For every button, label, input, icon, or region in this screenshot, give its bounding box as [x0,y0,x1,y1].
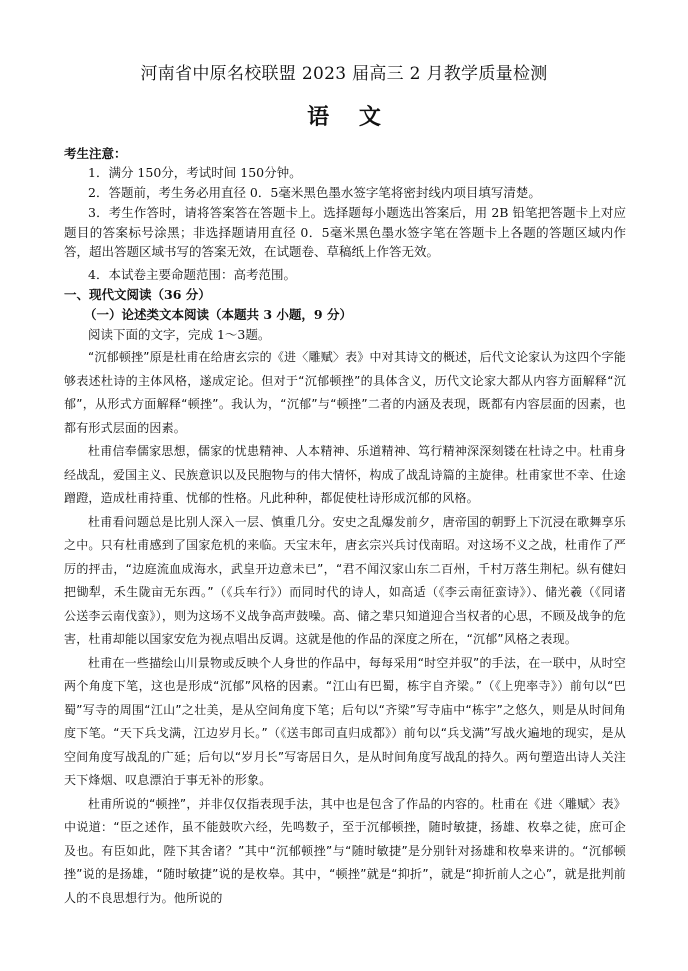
exam-title: 河南省中原名校联盟 2023 届高三 2 月教学质量检测 [140,64,548,84]
notice-item-4: 4．本试卷主要命题范围：高考范围。 [88,267,296,282]
section-title: 一、现代文阅读（36 分） [64,287,211,302]
passage-paragraph: 杜甫所说的“顿挫”，并非仅仅指表现手法，其中也是包含了作品的内容的。杜甫在《进〈雕赋〉表》中说道：“臣之述作，虽不能鼓吹六经，先鸣数子，至于沉郁顿挫，随时敏捷，扬雄、枚皋之徒，庶可企及也。有臣如此，陛下其舍诸？”其中“沉郁顿挫”与“随时敏捷”是分别针对扬雄和枚皋来讲的。“沉郁顿挫”说的是扬雄，“随时敏捷”说的是枚皋。其中，“顿挫”就是“抑折”，就是“抑折前人之心”，就是批判前人的不良思想行为。他所说的 [64,796,626,905]
subject-title: 语 文 [307,104,381,130]
notice-item-2: 2．答题前，考生务必用直径 0．5毫米黑色墨水签字笔将密封线内项目填写清楚。 [88,185,541,200]
reading-instruction: 阅读下面的文字，完成 1～3题。 [88,327,271,342]
passage-paragraph: 杜甫在一些描绘山川景物或反映个人身世的作品中，每每采用“时空并驭”的手法，在一联中，从时空两个角度下笔，这也是形成“沉郁”风格的因素。“江山有巴蜀，栋宇自齐梁。”（《上兜率寺》）前句以“巴蜀”写寺的周围“江山”之壮美，是从空间角度下笔；后句以“齐梁”写寺庙中“栋宇”之悠久，则是从时间角度下笔。“天下兵戈满，江边岁月长。”（《送韦郎司直归成都》）前句以“兵戈满”写战火遍地的现实，是从空间角度写战乱的广延；后句以“岁月长”写寄居日久，是从时间角度写战乱的持久。两句塑造出诗人关注天下烽烟、叹息漂泊于事无补的形象。 [64,655,626,787]
passage-paragraph: “沉郁顿挫”原是杜甫在给唐玄宗的《进〈雕赋〉表》中对其诗文的概述，后代文论家认为这四个字能够表述杜诗的主体风格，遂成定论。但对于“沉郁顿挫”的具体含义，历代文论家大都从内容方面解释“沉郁”，从形式方面解释“顿挫”。我认为，“沉郁”与“顿挫”二者的内涵及表现，既都有内容层面的因素，也都有形式层面的因素。 [64,350,626,435]
passage-paragraph: 杜甫看问题总是比别人深入一层、慎重几分。安史之乱爆发前夕，唐帝国的朝野上下沉浸在歌舞享乐之中。只有杜甫感到了国家危机的来临。天宝末年，唐玄宗兴兵讨伐南昭。对这场不义之战，杜甫作了严厉的抨击，“边庭流血成海水，武皇开边意未已”，“君不闻汉家山东二百州，千村万落生荆杞。纵有健妇把锄犁，禾生陇亩无东西。”（《兵车行》）而同时代的诗人，如高适（《李云南征蛮诗》）、储光羲（《同诸公送李云南伐蛮》），则为这场不义战争高声鼓噪。高、储之辈只知道迎合当权者的心思，不顾及战争的危害，杜甫却能以国家安危为视点唱出反调。这就是他的作品的深度之所在，“沉郁”风格之表现。 [64,514,626,646]
reading-passage [64,346,626,910]
notice-item-1: 1．满分 150分，考试时间 150分钟。 [88,165,302,180]
passage-paragraph: 杜甫信奉儒家思想，儒家的忧患精神、人本精神、乐道精神、笃行精神深深刻镂在杜诗之中。杜甫身经战乱，爱国主义、民族意识以及民胞物与的伟大情怀，构成了战乱诗篇的主旋律。杜甫家世不幸、仕途蹭蹬，造成杜甫持重、忧郁的性格。凡此种种，都促使杜诗形成沉郁的风格。 [64,444,626,505]
subsection-title: （一）论述类文本阅读（本题共 3 小题，9 分） [84,307,352,322]
notice-item-3: 3．考生作答时，请将答案答在答题卡上。选择题每小题选出答案后，用 2B 铅笔把答题卡上对应题目的答案标号涂黑；非选择题请用直径 0．5毫米黑色墨水签字笔在答题卡上各题的答题区域内作答，超出答题区域书写的答案无效，在试题卷、草稿纸上作答无效。 [64,205,626,259]
notice-heading: 考生注意： [64,146,127,161]
